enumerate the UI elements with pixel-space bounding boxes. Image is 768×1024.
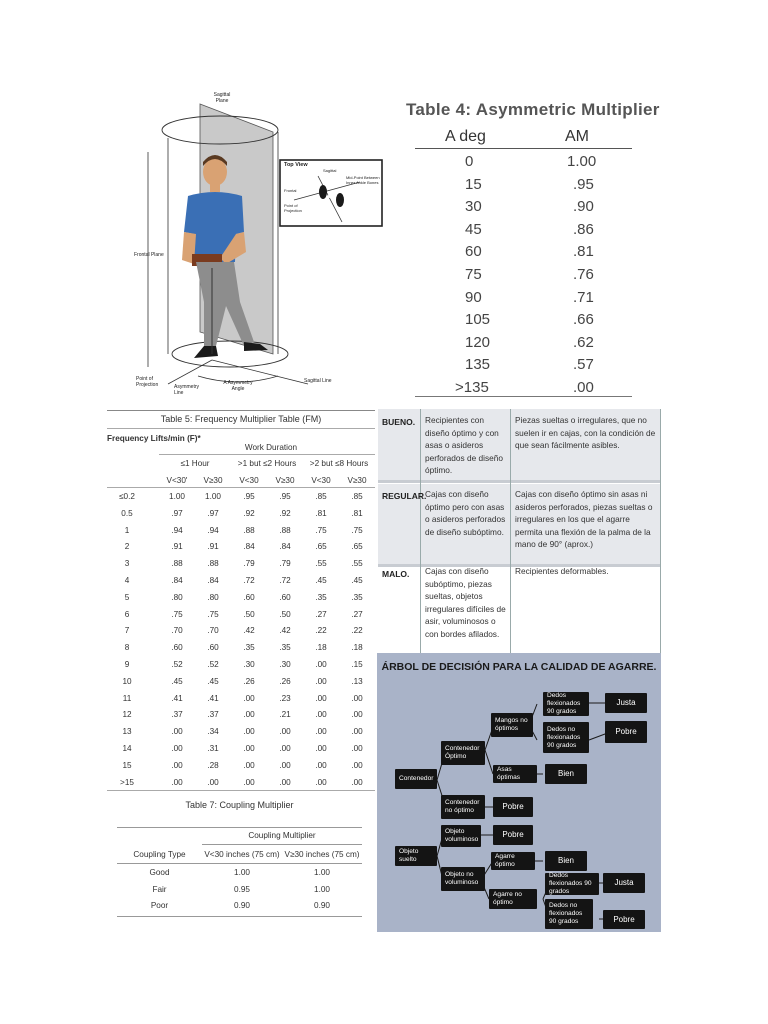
table-body	[415, 151, 632, 400]
angle-cell: 60	[465, 243, 482, 261]
table-title: Table 5: Frequency Multiplier Table (FM)	[160, 414, 322, 424]
angle-cell: 90	[465, 288, 482, 306]
divider	[107, 428, 375, 429]
multiplier-cell: .00	[315, 760, 327, 770]
table-asymmetric-multiplier	[400, 96, 660, 402]
node-objeto-no-voluminoso: Objeto no voluminoso	[441, 867, 485, 891]
multiplier-cell: .91	[171, 542, 183, 552]
grip-quality-table	[378, 409, 661, 653]
multiplier-cell: .97	[171, 508, 183, 518]
multiplier-cell: .22	[315, 626, 327, 636]
multiplier-cell: .60	[243, 592, 255, 602]
frequency-cell: 12	[122, 710, 132, 720]
top-view-point-label: Point of Projection	[284, 203, 302, 213]
node-mangos-no-optimos: Mangos no óptimos	[491, 713, 533, 737]
result-pobre-2: Pobre	[493, 797, 533, 817]
frequency-cell: 6	[124, 609, 130, 619]
grip-poor-loose: Recipientes deformables.	[515, 566, 609, 576]
result-pobre-4: Pobre	[603, 910, 645, 929]
multiplier-cell: .45	[171, 676, 183, 686]
multiplier-cell: .94	[171, 525, 183, 535]
frequency-header: Frequency Lifts/min (F)*	[107, 434, 201, 443]
multiplier-cell: .45	[351, 576, 363, 585]
multiplier-cell: .26	[279, 676, 291, 686]
multiplier-cell: .75	[207, 609, 219, 619]
grip-label-good: BUENO.	[382, 417, 416, 427]
multiplier-cell: .50	[279, 609, 291, 619]
multiplier-cell: .60	[207, 643, 219, 653]
multiplier-cell: .21	[279, 710, 291, 720]
multiplier-cell: .00	[351, 710, 363, 720]
multiplier-cell: .95	[243, 492, 255, 501]
multiplier-cell: .84	[279, 542, 291, 552]
multiplier-cell: .72	[243, 576, 255, 585]
multiplier-cell: .00	[315, 710, 327, 720]
top-view-sagittal-label: Sagittal	[323, 168, 337, 173]
tree-title: ÁRBOL DE DECISIÓN PARA LA CALIDAD DE AGARRE.	[381, 661, 657, 673]
multiplier-cell: .27	[351, 609, 363, 619]
multiplier-cell: .81	[351, 508, 363, 518]
multiplier-cell: .00	[315, 777, 327, 787]
frequency-cell: 3	[124, 559, 130, 569]
multiplier-cell: .76	[573, 265, 594, 283]
multiplier-cell: .00	[573, 378, 594, 396]
multiplier-cell: .66	[573, 311, 594, 329]
multiplier-cell: .94	[207, 525, 219, 535]
divider	[117, 863, 362, 864]
subheader-cell: V≥30	[275, 476, 295, 485]
divider	[159, 454, 375, 455]
multiplier-cell: .00	[279, 727, 291, 737]
multiplier-cell: .00	[171, 744, 183, 753]
angle-cell: 120	[465, 333, 491, 351]
multiplier-cell: 1.00	[169, 492, 185, 501]
multiplier-cell: .55	[315, 559, 327, 569]
multiplier-cell: .28	[207, 760, 219, 770]
multiplier-cell: .00	[171, 727, 183, 737]
multiplier-cell: .88	[207, 559, 219, 569]
multiplier-cell: .84	[207, 576, 219, 585]
multiplier-cell: .00	[207, 777, 219, 787]
multiplier-cell: .81	[315, 508, 327, 518]
multiplier-cell: .00	[243, 693, 255, 703]
frequency-cell: 5	[124, 592, 130, 602]
result-bien-2: Bien	[545, 851, 587, 871]
divider	[107, 487, 375, 488]
multiplier-cell: .92	[279, 508, 291, 518]
multiplier-cell: .13	[351, 676, 363, 686]
sagittal-plane-label: Sagittal Plane	[213, 92, 231, 104]
multiplier-cell: .97	[207, 508, 219, 518]
divider	[415, 396, 632, 397]
multiplier-cell: .85	[351, 492, 363, 501]
multiplier-cell: .00	[351, 727, 363, 737]
multiplier-cell: .75	[171, 609, 183, 619]
result-pobre-1: Pobre	[605, 721, 647, 743]
multiplier-cell: .52	[171, 660, 183, 669]
divider	[117, 827, 362, 828]
multiplier-cell: 0.90	[234, 901, 250, 910]
divider	[420, 409, 421, 653]
multiplier-cell: .84	[171, 576, 183, 585]
grip-good-containers: Recipientes con diseño óptimo y con asas o asideros perforados de diseño óptimo.	[425, 415, 503, 476]
multiplier-cell: .18	[315, 643, 327, 653]
multiplier-cell: .92	[243, 508, 255, 518]
frequency-cell: 2	[124, 542, 130, 552]
multiplier-cell: .79	[279, 559, 291, 569]
multiplier-cell: .45	[207, 676, 219, 686]
coupling-multiplier-header: Coupling Multiplier	[248, 831, 316, 840]
multiplier-cell: .37	[171, 710, 183, 720]
multiplier-cell: .65	[315, 542, 327, 552]
multiplier-cell: .41	[171, 693, 183, 703]
multiplier-cell: .88	[243, 525, 255, 535]
table-row	[415, 241, 632, 264]
table-row	[415, 287, 632, 310]
table-title: Table 7: Coupling Multiplier	[185, 800, 294, 810]
frontal-plane-label: Frontal Plane	[134, 252, 164, 258]
multiplier-cell: .35	[279, 643, 291, 653]
frequency-cell: 7	[124, 626, 130, 636]
angle-cell: 30	[465, 198, 482, 216]
multiplier-cell: .71	[573, 288, 594, 306]
multiplier-cell: .42	[243, 626, 255, 636]
multiplier-cell: .60	[171, 643, 183, 653]
multiplier-cell: 1.00	[567, 153, 597, 170]
multiplier-cell: .42	[279, 626, 291, 636]
multiplier-cell: .00	[171, 777, 183, 787]
multiplier-cell: .41	[207, 693, 219, 703]
node-asas-optimas: Asas óptimas	[493, 765, 537, 783]
multiplier-cell: .88	[279, 525, 291, 535]
node-dedos-flexionados-1: Dedos flexionados 90 grados	[543, 692, 589, 716]
column-header: V≥30 inches (75 cm)	[284, 850, 360, 859]
table-row	[415, 151, 632, 174]
node-dedos-no-flexionados-2: Dedos no flexionados 90 grados	[545, 899, 593, 929]
multiplier-cell: .27	[315, 609, 327, 619]
multiplier-cell: .85	[315, 492, 327, 501]
asymmetry-angle-label: A Asymmetry Angle	[223, 380, 253, 392]
multiplier-cell: .31	[207, 744, 219, 753]
multiplier-cell: .75	[351, 525, 363, 535]
frequency-cell: 0.5	[121, 508, 133, 518]
point-of-projection-label: Point of Projection	[136, 376, 159, 388]
angle-cell: 75	[465, 265, 482, 283]
node-dedos-no-flexionados-1: Dedos no flexionados 90 grados	[543, 722, 589, 753]
multiplier-cell: .72	[279, 576, 291, 585]
node-contenedor: Contenedor	[395, 769, 437, 789]
multiplier-cell: .00	[315, 693, 327, 703]
frequency-cell: 14	[122, 744, 132, 753]
multiplier-cell: 1.00	[314, 884, 330, 894]
multiplier-cell: .23	[279, 693, 291, 703]
asymmetry-illustration	[108, 92, 393, 397]
multiplier-cell: .84	[243, 542, 255, 552]
multiplier-cell: .91	[207, 542, 219, 552]
multiplier-cell: .55	[351, 559, 363, 569]
sagittal-line-label: Sagittal Line	[304, 378, 332, 384]
multiplier-cell: .00	[279, 777, 291, 787]
result-justa-1: Justa	[605, 693, 647, 713]
node-agarre-no-optimo: Agarre no óptimo	[489, 889, 537, 909]
multiplier-cell: .88	[171, 559, 183, 569]
frequency-cell: 1	[124, 525, 130, 535]
node-contenedor-no-optimo: Contenedor no óptimo	[441, 795, 485, 819]
result-pobre-3: Pobre	[493, 825, 533, 845]
asymmetry-line-label: Asymmetry Line	[174, 384, 199, 396]
node-dedos-flexionados-2: Dedos flexionados 90 grados	[545, 873, 599, 895]
grip-good-loose: Piezas sueltas o irregulares, que no suelen ir en cajas, con la condición de que sean fácilmente asibles.	[515, 415, 656, 451]
multiplier-cell: 1.00	[205, 492, 221, 501]
duration-group-header: >1 but ≤2 Hours	[237, 459, 297, 468]
subheader-cell: V<30	[239, 476, 259, 485]
angle-cell: 0	[465, 153, 474, 170]
multiplier-cell: .35	[315, 592, 327, 602]
multiplier-cell: .37	[207, 710, 219, 720]
multiplier-cell: .00	[279, 744, 291, 753]
angle-cell: 105	[465, 311, 491, 329]
multiplier-cell: 0.90	[314, 901, 330, 910]
grip-label-poor: MALO.	[382, 569, 410, 579]
multiplier-cell: .00	[315, 676, 327, 686]
column-header: A deg	[445, 128, 486, 145]
divider	[510, 409, 511, 653]
frequency-cell: ≤0.2	[119, 492, 135, 501]
multiplier-cell: .00	[171, 760, 183, 770]
node-objeto-suelto: Objeto suelto	[395, 846, 437, 866]
multiplier-cell: .00	[315, 744, 327, 753]
angle-cell: 15	[465, 175, 482, 193]
table-row	[415, 309, 632, 332]
table-row	[415, 264, 632, 287]
table-row	[415, 354, 632, 377]
multiplier-cell: .90	[573, 198, 594, 216]
table-row	[415, 174, 632, 197]
multiplier-cell: .75	[315, 525, 327, 535]
subheader-cell: V<30'	[166, 476, 188, 485]
multiplier-cell: .57	[573, 356, 594, 374]
table-frequency-multiplier	[107, 410, 375, 792]
frequency-cell: 15	[122, 760, 132, 770]
multiplier-cell: .00	[351, 777, 363, 787]
frequency-cell: 4	[124, 576, 130, 585]
multiplier-cell: 1.00	[234, 868, 250, 877]
grip-fair-loose: Cajas con diseño óptimo sin asas ni asideros perforados, piezas sueltas o irregulares en los que el agarre permita una flexión de la palma de la mano de 90° (aprox.)	[515, 489, 653, 550]
table-header	[415, 126, 632, 149]
coupling-type-cell: Fair	[152, 884, 167, 894]
work-duration-header: Work Duration	[244, 443, 298, 452]
table-title: Table 4: Asymmetric Multiplier	[406, 100, 660, 119]
grip-fair-containers: Cajas con diseño óptimo pero con asas o asideros perforados de diseño subóptimo.	[425, 489, 506, 537]
divider	[107, 790, 375, 791]
multiplier-cell: .18	[351, 643, 363, 653]
multiplier-cell: .65	[351, 542, 363, 552]
multiplier-cell: 1.00	[314, 868, 330, 877]
multiplier-cell: .34	[207, 727, 219, 737]
duration-group-header: ≤1 Hour	[180, 459, 210, 468]
top-view-midpoint-label: Mid-Point Between Inner Ankle Bones	[346, 175, 380, 185]
multiplier-cell: .70	[207, 626, 219, 636]
multiplier-cell: .95	[573, 175, 594, 193]
divider	[107, 410, 375, 411]
node-agarre-optimo: Agarre óptimo	[491, 852, 535, 870]
multiplier-cell: .80	[171, 592, 183, 602]
multiplier-cell: .70	[171, 626, 183, 636]
multiplier-cell: .00	[315, 660, 327, 669]
multiplier-cell: .00	[243, 777, 255, 787]
multiplier-cell: .30	[243, 660, 255, 669]
multiplier-cell: .80	[207, 592, 219, 602]
frequency-cell: 13	[122, 727, 132, 737]
multiplier-cell: .30	[279, 660, 291, 669]
angle-cell: 135	[465, 356, 491, 374]
top-view-frontal-label: Frontal	[284, 188, 297, 193]
column-header: V<30 inches (75 cm)	[204, 850, 280, 859]
multiplier-cell: .79	[243, 559, 255, 569]
grip-label-fair: REGULAR.	[382, 491, 427, 501]
result-bien-1: Bien	[545, 764, 587, 784]
multiplier-cell: .62	[573, 333, 594, 351]
multiplier-cell: .00	[243, 744, 255, 753]
subheader-cell: V≥30	[203, 476, 223, 485]
frequency-cell: >15	[120, 777, 134, 787]
multiplier-cell: .00	[243, 760, 255, 770]
duration-group-header: >2 but ≤8 Hours	[309, 459, 369, 468]
multiplier-cell: .45	[315, 576, 327, 585]
multiplier-cell: .00	[351, 760, 363, 770]
column-header: AM	[565, 128, 589, 145]
multiplier-cell: .95	[279, 492, 291, 501]
multiplier-cell: .00	[243, 710, 255, 720]
top-view-label: Top View	[284, 162, 308, 168]
multiplier-cell: .00	[351, 744, 363, 753]
multiplier-cell: .35	[351, 592, 363, 602]
multiplier-cell: .52	[207, 660, 219, 669]
subheader-cell: V<30	[311, 476, 331, 485]
asymmetry-figure	[108, 92, 393, 397]
multiplier-cell: .00	[315, 727, 327, 737]
multiplier-cell: .81	[573, 243, 594, 261]
node-contenedor-optimo: Contenedor Óptimo	[441, 741, 485, 765]
frequency-cell: 11	[122, 693, 132, 703]
table-row	[415, 196, 632, 219]
multiplier-cell: .00	[279, 760, 291, 770]
multiplier-cell: .60	[279, 592, 291, 602]
table-coupling-multiplier	[117, 800, 362, 920]
grip-decision-tree	[377, 653, 661, 932]
column-header: Coupling Type	[133, 850, 186, 859]
node-objeto-voluminoso: Objeto voluminoso	[441, 825, 481, 847]
multiplier-cell: .86	[573, 220, 594, 238]
frequency-cell: 9	[124, 660, 130, 669]
result-justa-2: Justa	[603, 873, 645, 893]
divider	[117, 916, 362, 917]
coupling-type-cell: Poor	[150, 901, 169, 910]
multiplier-cell: .22	[351, 626, 363, 636]
multiplier-cell: .15	[351, 660, 363, 669]
coupling-type-cell: Good	[149, 868, 170, 877]
multiplier-cell: .50	[243, 609, 255, 619]
grip-poor-containers: Cajas con diseño subóptimo, piezas sueltas, objetos irregulares difíciles de asir, voluminosos o con bordes afilados.	[425, 566, 506, 639]
angle-cell: >135	[455, 378, 489, 396]
divider	[660, 409, 661, 653]
multiplier-cell: .35	[243, 643, 255, 653]
angle-cell: 45	[465, 220, 482, 238]
frequency-cell: 8	[124, 643, 130, 653]
multiplier-cell: .26	[243, 676, 255, 686]
subheader-cell: V≥30	[347, 476, 367, 485]
frequency-cell: 10	[122, 676, 132, 686]
multiplier-cell: 0.95	[234, 884, 250, 894]
table-row	[415, 219, 632, 242]
divider	[202, 844, 362, 845]
multiplier-cell: .00	[243, 727, 255, 737]
table-row	[415, 332, 632, 355]
multiplier-cell: .00	[351, 693, 363, 703]
